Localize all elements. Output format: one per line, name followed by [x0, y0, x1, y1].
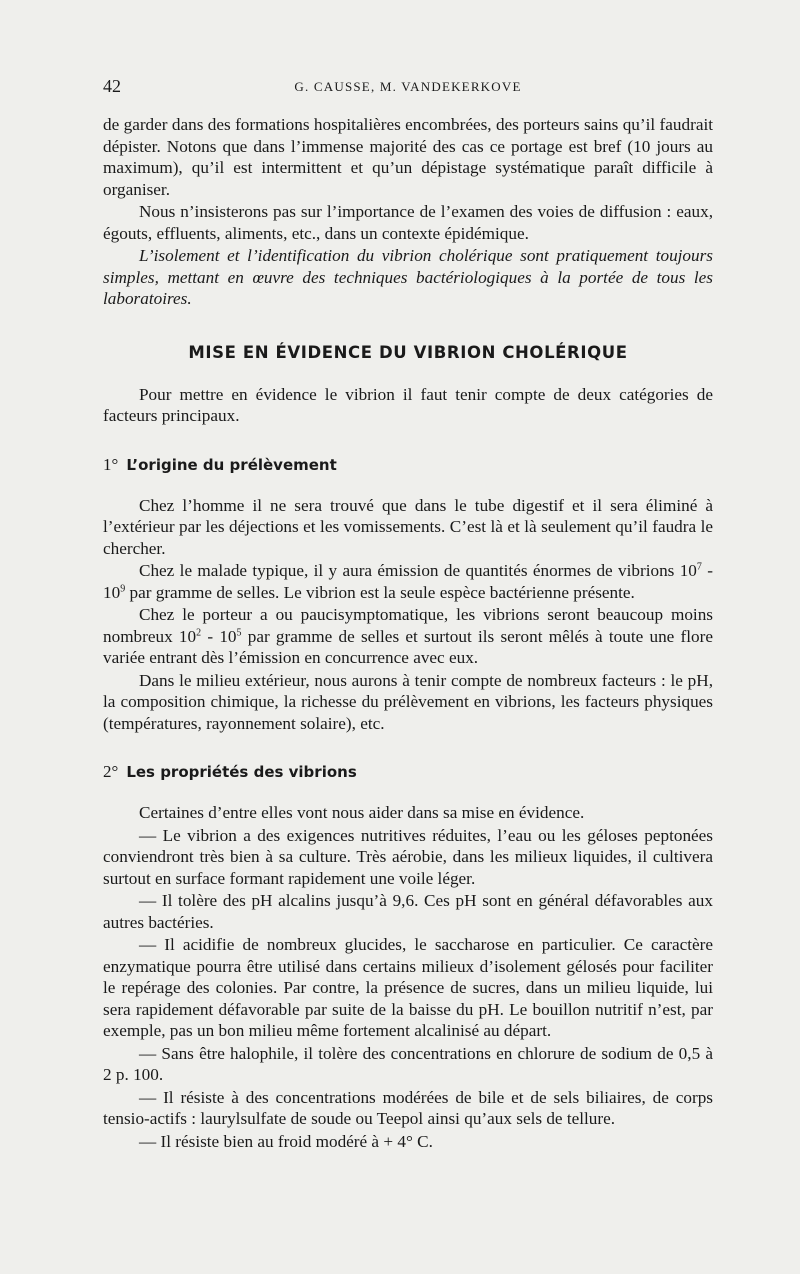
intro-italic-paragraph: L’isolement et l’identification du vibrion cholérique sont pratiquement toujours simples, mettant en œuvre des techniques bactériologiques à la portée de tous les laboratoires. — [103, 246, 713, 308]
origin-paragraph: Chez l’homme il ne sera trouvé que dans le tube digestif et il sera éliminé à l’extérieur par les déjections et les vomissements. C’est là et là seulement qu’il faudra le chercher. — [103, 495, 713, 558]
section-intro-paragraph: Pour mettre en évidence le vibrion il faut tenir compte de deux catégories de facteurs principaux. — [103, 384, 713, 425]
text-segment: - 10 — [103, 561, 713, 602]
origin-paragraph — [103, 604, 713, 669]
intro-paragraph: de garder dans des formations hospitalières encombrées, des porteurs sains qu’il faudrait dépister. Notons que dans l’immense majorité des cas ce portage est bref (10 jours au maximum), qu’il est intermittent et qu’un dépistage systématique paraît difficile à organiser. — [103, 115, 713, 199]
subsection-title-origin — [103, 455, 713, 475]
subsection-title-properties — [103, 762, 713, 782]
text-segment: par gramme de selles et surtout ils seront mêlés à toute une flore variée entrant dès l’émission en concurrence avec eux. — [103, 626, 713, 667]
exponent: 7 — [696, 561, 702, 573]
properties-paragraph: — Sans être halophile, il tolère des concentrations en chlorure de sodium de 0,5 à 2 p. 100. — [103, 1043, 713, 1084]
text-segment: Chez le porteur a ou paucisymptomatique, les vibrions seront beaucoup moins nombreux 10 — [103, 605, 713, 646]
exponent: 2 — [196, 626, 202, 638]
properties-paragraph: — Le vibrion a des exigences nutritives réduites, l’eau ou les géloses peptonées conviendront très bien à sa culture. Très aérobie, dans les milieux liquides, il cultivera surtout en surface formant rapidement une voile léger. — [103, 825, 713, 888]
page-header — [103, 76, 713, 100]
origin-paragraph: Dans le milieu extérieur, nous aurons à tenir compte de nombreux facteurs : le pH, la composition chimique, la richesse du prélèvement en vibrions, les facteurs physiques (températures, rayonnement solaire), etc. — [103, 670, 713, 733]
page-body — [103, 114, 713, 1152]
text-segment: par gramme de selles. Le vibrion est la seule espèce bactérienne présente. — [125, 582, 635, 602]
subsection-number: 1° — [103, 454, 119, 474]
text-segment: Chez le malade typique, il y aura émission de quantités énormes de vibrions 10 — [139, 561, 697, 580]
text-segment: - 10 — [201, 626, 237, 646]
subsection-title-text: Les propriétés des vibrions — [126, 763, 357, 781]
page-number: 42 — [103, 76, 121, 96]
intro-paragraph: Nous n’insisterons pas sur l’importance de l’examen des voies de diffusion : eaux, égouts, effluents, aliments, etc., dans un contexte épidémique. — [103, 202, 713, 243]
exponent: 5 — [236, 626, 242, 638]
properties-paragraph: — Il acidifie de nombreux glucides, le saccharose en particulier. Ce caractère enzymatique pourra être utilisé dans certains milieux d’isolement gélosés pour faciliter le repérage des colonies. Par contre, la présence de sucres, dans un milieu liquide, lui sera rapidement défavorable par suite de la baisse du pH. Le bouillon nutritif n’est, par exemple, pas un bon milieu même fortement alcalinisé au départ. — [103, 935, 713, 1040]
exponent: 9 — [120, 582, 126, 594]
properties-paragraph: — Il résiste bien au froid modéré à + 4° C. — [139, 1131, 433, 1151]
subsection-title-text: L’origine du prélèvement — [126, 455, 337, 474]
properties-paragraph: — Il résiste à des concentrations modérées de bile et de sels biliaires, de corps tensio-actifs : laurylsulfate de soude ou Teepol ainsi qu’aux sels de tellure. — [103, 1087, 713, 1128]
section-title: MISE EN ÉVIDENCE DU VIBRION CHOLÉRIQUE — [188, 342, 628, 362]
running-head: G. CAUSSE, M. VANDEKERKOVE — [294, 79, 522, 94]
properties-paragraph: — Il tolère des pH alcalins jusqu’à 9,6. Ces pH sont en général défavorables aux autres bactéries. — [103, 891, 713, 932]
origin-paragraph — [103, 560, 713, 603]
subsection-number: 2° — [103, 762, 119, 781]
properties-paragraph: Certaines d’entre elles vont nous aider dans sa mise en évidence. — [139, 803, 585, 822]
